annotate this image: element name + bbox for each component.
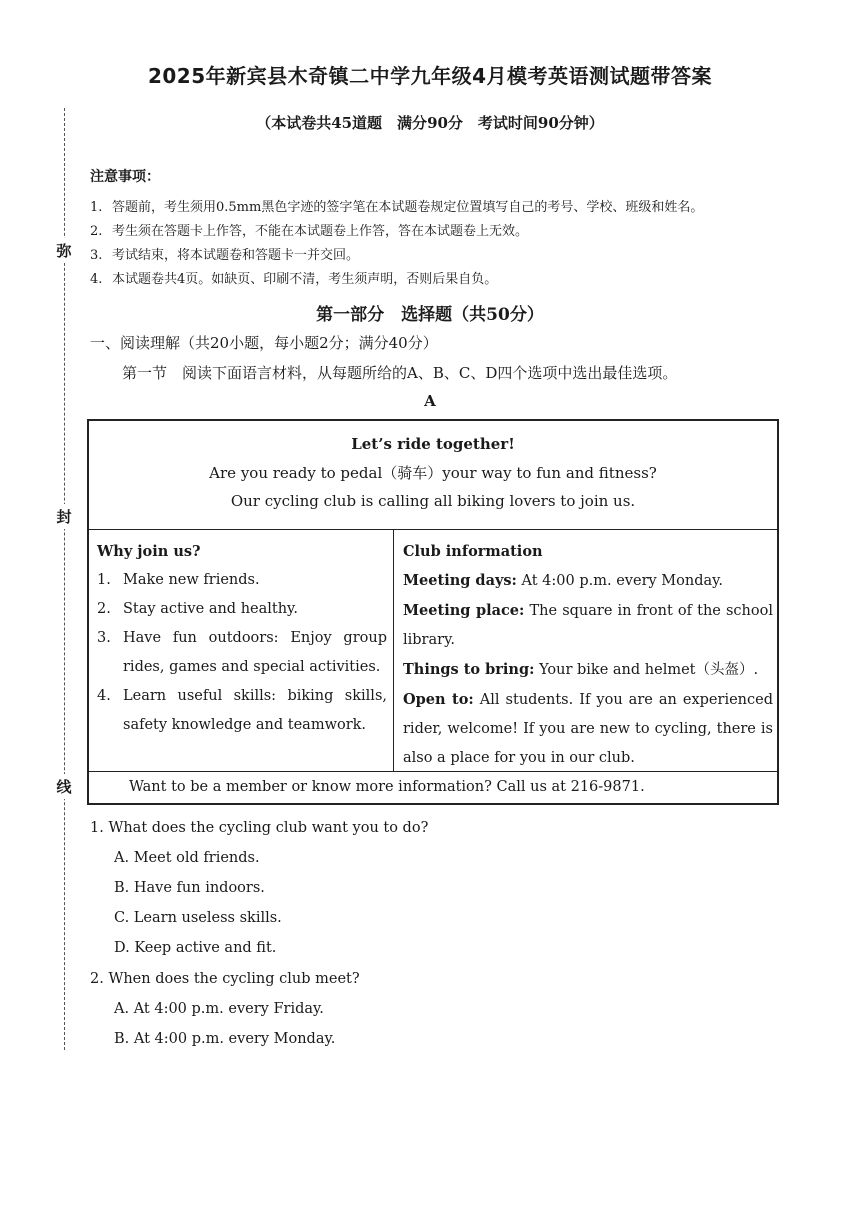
things-to-bring: Things to bring: Your bike and helmet（头盔）. xyxy=(403,661,759,678)
exam-info: （本试卷共45道题 满分90分 考试时间90分钟） xyxy=(256,114,604,132)
notice-heading: Let’s ride together! xyxy=(351,435,515,453)
passage-letter: A xyxy=(424,392,436,410)
notice-footer: Want to be a member or know more information? Call us at 216-9871. xyxy=(129,779,645,795)
divider xyxy=(89,529,777,530)
notice-line: Are you ready to pedal（骑车）your way to fun and fitness? xyxy=(209,464,657,482)
section-instruction: 第一节 阅读下面语言材料，从每题所给的A、B、C、D四个选项中选出最佳选项。 xyxy=(122,364,678,382)
divider xyxy=(393,529,394,771)
answer-option: A. Meet old friends. xyxy=(114,850,260,866)
club-notice-box xyxy=(87,419,779,805)
margin-char-feng: 封 xyxy=(54,504,74,529)
margin-char-mi: 弥 xyxy=(54,238,74,263)
list-item: 3. Have fun outdoors: Enjoy group rides, games and special activities. xyxy=(97,630,387,675)
meeting-place: Meeting place: The square in front of the school library. xyxy=(403,602,773,648)
section-title: 一、阅读理解（共20小题，每小题2分；满分40分） xyxy=(90,334,438,352)
note-item: 2. 考生须在答题卡上作答，不能在本试题卷上作答，答在本试题卷上无效。 xyxy=(90,224,529,239)
why-join-title: Why join us? xyxy=(97,543,201,560)
list-item: 4. Learn useful skills: biking skills, safety knowledge and teamwork. xyxy=(97,688,387,733)
answer-option: B. At 4:00 p.m. every Monday. xyxy=(114,1031,336,1047)
note-item: 4. 本试题卷共4页。如缺页、印刷不清，考生须声明，否则后果自负。 xyxy=(90,272,498,287)
notes-title: 注意事项： xyxy=(90,169,160,185)
list-item: 2. Stay active and healthy. xyxy=(97,601,298,617)
answer-option: B. Have fun indoors. xyxy=(114,880,265,896)
note-item: 1. 答题前，考生须用0.5mm黑色字迹的签字笔在本试题卷规定位置填写自己的考号、学校、班级和姓名。 xyxy=(90,200,704,215)
question-stem: 1. What does the cycling club want you to do? xyxy=(90,820,429,836)
note-item: 3. 考试结束，将本试题卷和答题卡一并交回。 xyxy=(90,248,360,263)
answer-option: A. At 4:00 p.m. every Friday. xyxy=(114,1001,324,1017)
club-info-column xyxy=(403,537,773,773)
answer-option: C. Learn useless skills. xyxy=(114,910,282,926)
answer-option: D. Keep active and fit. xyxy=(114,940,277,956)
margin-char-xian: 线 xyxy=(54,774,74,799)
notice-header xyxy=(89,421,777,529)
list-item: 1. Make new friends. xyxy=(97,572,260,588)
club-info-title: Club information xyxy=(403,543,543,560)
part-title: 第一部分 选择题（共50分） xyxy=(316,305,544,325)
page-title: 2025年新宾县木奇镇二中学九年级4月模考英语测试题带答案 xyxy=(147,64,713,88)
notice-line: Our cycling club is calling all biking lovers to join us. xyxy=(230,492,636,510)
open-to: Open to: All students. If you are an experienced rider, welcome! If you are new to cycling, there is also a place for you in our club. xyxy=(403,691,773,766)
meeting-days: Meeting days: At 4:00 p.m. every Monday. xyxy=(403,572,724,589)
why-join-column xyxy=(97,537,387,740)
question-stem: 2. When does the cycling club meet? xyxy=(90,971,360,987)
